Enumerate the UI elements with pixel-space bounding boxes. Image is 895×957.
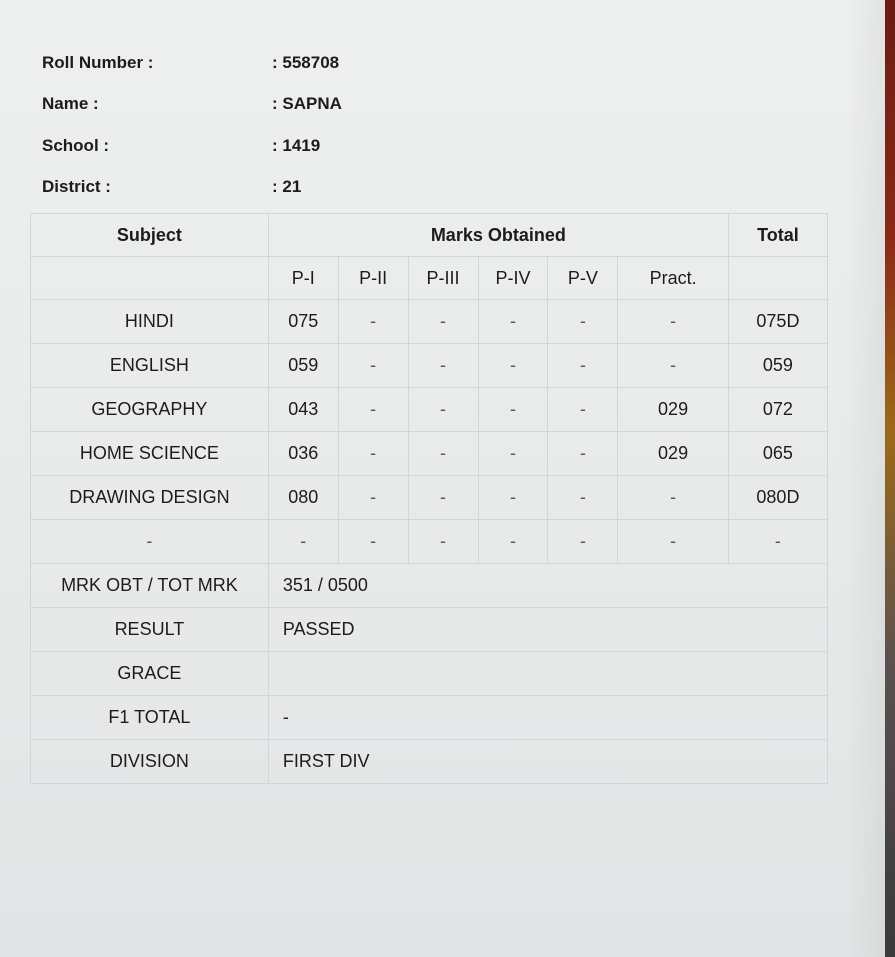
paper-edge-shadow xyxy=(845,0,885,957)
practical-cell: - xyxy=(618,300,729,344)
result-label: RESULT xyxy=(31,608,269,652)
mark-cell: - xyxy=(338,388,408,432)
subject-cell: HINDI xyxy=(31,300,269,344)
total-cell: 065 xyxy=(728,432,827,476)
mark-cell: - xyxy=(338,520,408,564)
mark-cell: - xyxy=(408,476,478,520)
district-value: : 21 xyxy=(272,177,302,197)
mark-cell: - xyxy=(478,432,548,476)
practical-header: Pract. xyxy=(618,257,729,300)
mark-cell: - xyxy=(478,476,548,520)
mark-cell: - xyxy=(408,432,478,476)
summary-row-marks xyxy=(31,564,828,608)
summary-row-grace xyxy=(31,652,828,696)
practical-cell: - xyxy=(618,344,729,388)
grace-label: GRACE xyxy=(31,652,269,696)
mark-cell: - xyxy=(478,344,548,388)
marks-summary-value: 351 / 0500 xyxy=(268,564,827,608)
f1-total-label: F1 TOTAL xyxy=(31,696,269,740)
practical-cell: - xyxy=(618,476,729,520)
mark-cell: - xyxy=(268,520,338,564)
name-value: : SAPNA xyxy=(272,94,342,114)
subject-cell: - xyxy=(31,520,269,564)
school-row xyxy=(42,125,342,167)
mark-cell: - xyxy=(478,300,548,344)
marks-table xyxy=(30,213,828,784)
mark-cell: - xyxy=(548,344,618,388)
school-value: : 1419 xyxy=(272,135,321,155)
subject-cell: DRAWING DESIGN xyxy=(31,476,269,520)
mark-cell: - xyxy=(338,476,408,520)
table-row xyxy=(31,300,828,344)
summary-row-division xyxy=(31,740,828,784)
mark-cell: 059 xyxy=(268,344,338,388)
total-cell: 059 xyxy=(728,344,827,388)
background-edge xyxy=(885,0,895,957)
mark-cell: 075 xyxy=(268,300,338,344)
table-row xyxy=(31,520,828,564)
mark-cell: - xyxy=(408,520,478,564)
paper-header: P-I xyxy=(268,257,338,300)
mark-cell: - xyxy=(408,300,478,344)
district-label: District : xyxy=(42,177,111,197)
table-row xyxy=(31,432,828,476)
name-row xyxy=(42,84,342,126)
division-value: FIRST DIV xyxy=(268,740,827,784)
summary-row-f1 xyxy=(31,696,828,740)
mark-cell: 043 xyxy=(268,388,338,432)
mark-cell: 036 xyxy=(268,432,338,476)
subject-header: Subject xyxy=(31,214,269,257)
total-cell: 080D xyxy=(728,476,827,520)
name-label: Name : xyxy=(42,94,99,114)
table-row xyxy=(31,388,828,432)
mark-cell: - xyxy=(548,300,618,344)
student-info xyxy=(42,42,342,208)
grace-value xyxy=(268,652,827,696)
total-cell: 072 xyxy=(728,388,827,432)
paper-header: P-III xyxy=(408,257,478,300)
practical-cell: 029 xyxy=(618,388,729,432)
mark-cell: - xyxy=(548,388,618,432)
table-row xyxy=(31,344,828,388)
paper-header: P-IV xyxy=(478,257,548,300)
mark-cell: - xyxy=(478,520,548,564)
mark-cell: - xyxy=(548,432,618,476)
result-value: PASSED xyxy=(268,608,827,652)
subject-cell: GEOGRAPHY xyxy=(31,388,269,432)
mark-cell: - xyxy=(338,300,408,344)
empty-header-cell xyxy=(31,257,269,300)
paper-header: P-II xyxy=(338,257,408,300)
subject-cell: ENGLISH xyxy=(31,344,269,388)
practical-cell: 029 xyxy=(618,432,729,476)
mark-cell: - xyxy=(478,388,548,432)
table-row xyxy=(31,476,828,520)
mark-cell: - xyxy=(548,476,618,520)
total-cell: - xyxy=(728,520,827,564)
mark-cell: 080 xyxy=(268,476,338,520)
table-header-row xyxy=(31,214,828,257)
paper-header: P-V xyxy=(548,257,618,300)
practical-cell: - xyxy=(618,520,729,564)
mark-cell: - xyxy=(338,432,408,476)
empty-header-cell xyxy=(728,257,827,300)
roll-number-row xyxy=(42,42,342,84)
mark-cell: - xyxy=(548,520,618,564)
school-label: School : xyxy=(42,135,110,155)
paper-header-row xyxy=(31,257,828,300)
marks-summary-label: MRK OBT / TOT MRK xyxy=(31,564,269,608)
subject-cell: HOME SCIENCE xyxy=(31,432,269,476)
mark-cell: - xyxy=(338,344,408,388)
total-cell: 075D xyxy=(728,300,827,344)
mark-cell: - xyxy=(408,388,478,432)
district-row xyxy=(42,167,342,209)
roll-number-value: : 558708 xyxy=(272,52,340,72)
marks-obtained-header: Marks Obtained xyxy=(268,214,728,257)
summary-row-result xyxy=(31,608,828,652)
roll-number-label: Roll Number : xyxy=(42,52,154,72)
total-header: Total xyxy=(728,214,827,257)
mark-cell: - xyxy=(408,344,478,388)
f1-total-value: - xyxy=(268,696,827,740)
division-label: DIVISION xyxy=(31,740,269,784)
